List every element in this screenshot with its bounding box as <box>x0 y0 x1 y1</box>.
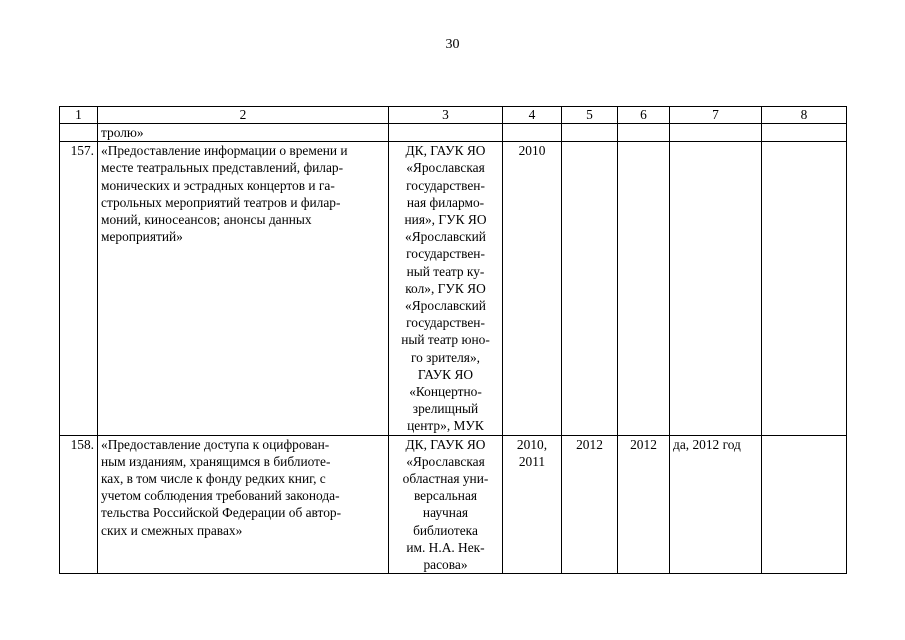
col8-cell <box>762 435 847 574</box>
service-name-line: строльных мероприятий театров и филар- <box>101 194 341 210</box>
organization-line: версальная <box>413 488 478 504</box>
organization-line: «Ярославский <box>405 298 486 314</box>
header-cell-1: 1 <box>60 107 98 124</box>
col6-cell: 2012 <box>618 435 670 574</box>
col8-cell <box>762 124 847 142</box>
service-name-line: «Предоставление информации о времени и <box>101 143 348 159</box>
service-name-line: моний, киносеансов; анонсы данных <box>101 212 312 228</box>
organization-cell <box>389 124 503 142</box>
organization-line: го зрителя», <box>410 349 481 365</box>
page-number: 30 <box>445 37 460 52</box>
organization-line: государствен- <box>406 246 485 262</box>
organization-line: расова» <box>423 557 468 573</box>
service-name-line: тельства Российской Федерации об автор- <box>101 505 342 521</box>
col5-cell: 2012 <box>562 435 618 574</box>
header-cell-6: 6 <box>618 107 670 124</box>
header-cell-7: 7 <box>670 107 762 124</box>
organization-line: государствен- <box>406 177 485 193</box>
organization-line: ДК, ГАУК ЯО <box>405 143 486 159</box>
col7-cell <box>670 124 762 142</box>
col5-cell <box>562 124 618 142</box>
col6-cell <box>618 124 670 142</box>
header-cell-8: 8 <box>762 107 847 124</box>
organization-line: ная филармо- <box>406 194 485 210</box>
header-cell-3: 3 <box>389 107 503 124</box>
service-name-line: учетом соблюдения требований законода- <box>101 488 340 504</box>
row-number-cell <box>60 124 98 142</box>
organization-line: ДК, ГАУК ЯО <box>405 436 486 452</box>
year-cell <box>503 142 562 435</box>
organization-line: «Ярославская <box>406 453 485 469</box>
service-name-line: тролю» <box>101 125 144 140</box>
organization-line: «Ярославский <box>405 229 486 245</box>
year-line: 2010, <box>516 436 548 452</box>
year-line: 2011 <box>518 453 546 469</box>
organization-cell <box>389 435 503 574</box>
year-cell <box>503 124 562 142</box>
organization-cell <box>389 142 503 435</box>
organization-line: областная уни- <box>402 471 489 487</box>
row-number-cell: 157. <box>60 142 98 435</box>
header-cell-4: 4 <box>503 107 562 124</box>
service-name-line: «Предоставление доступа к оцифрован- <box>101 436 330 452</box>
organization-line: ГАУК ЯО <box>417 366 474 382</box>
service-name-line: ских и смежных правах» <box>101 522 243 538</box>
row-number-cell: 158. <box>60 435 98 574</box>
organization-line: ный театр юно- <box>401 332 490 348</box>
service-name-cell <box>98 435 389 574</box>
col7-cell: да, 2012 год <box>670 435 762 574</box>
continuation-row <box>60 124 847 142</box>
organization-line: «Концертно- <box>409 384 482 400</box>
header-cell-5: 5 <box>562 107 618 124</box>
organization-line: кол», ГУК ЯО <box>405 280 486 296</box>
year-line: 2010 <box>518 143 546 159</box>
organization-line: ния», ГУК ЯО <box>404 212 487 228</box>
service-name-line: ным изданиям, хранящимся в библиоте- <box>101 453 331 469</box>
service-name-cell <box>98 124 389 142</box>
organization-line: государствен- <box>406 315 485 331</box>
col6-cell <box>618 142 670 435</box>
col8-cell <box>762 142 847 435</box>
col5-cell <box>562 142 618 435</box>
organization-line: им. Н.А. Нек- <box>406 539 485 555</box>
table-row <box>60 142 847 435</box>
service-name-line: месте театральных представлений, филар- <box>101 160 344 176</box>
col7-cell <box>670 142 762 435</box>
year-cell <box>503 435 562 574</box>
service-name-line: мероприятий» <box>101 229 183 245</box>
organization-line: «Ярославская <box>406 160 485 176</box>
data-table <box>59 106 847 574</box>
service-name-line: монических и эстрадных концертов и га- <box>101 177 335 193</box>
service-name-line: ках, в том числе к фонду редких книг, с <box>101 471 326 487</box>
organization-line: зрелищный <box>412 401 479 417</box>
organization-line: центр», МУК <box>407 418 484 434</box>
header-row <box>60 107 847 124</box>
organization-line: библиотека <box>413 522 478 538</box>
table-row <box>60 435 847 574</box>
service-name-cell <box>98 142 389 435</box>
header-cell-2: 2 <box>98 107 389 124</box>
organization-line: ный театр ку- <box>406 263 485 279</box>
organization-line: научная <box>422 505 469 521</box>
